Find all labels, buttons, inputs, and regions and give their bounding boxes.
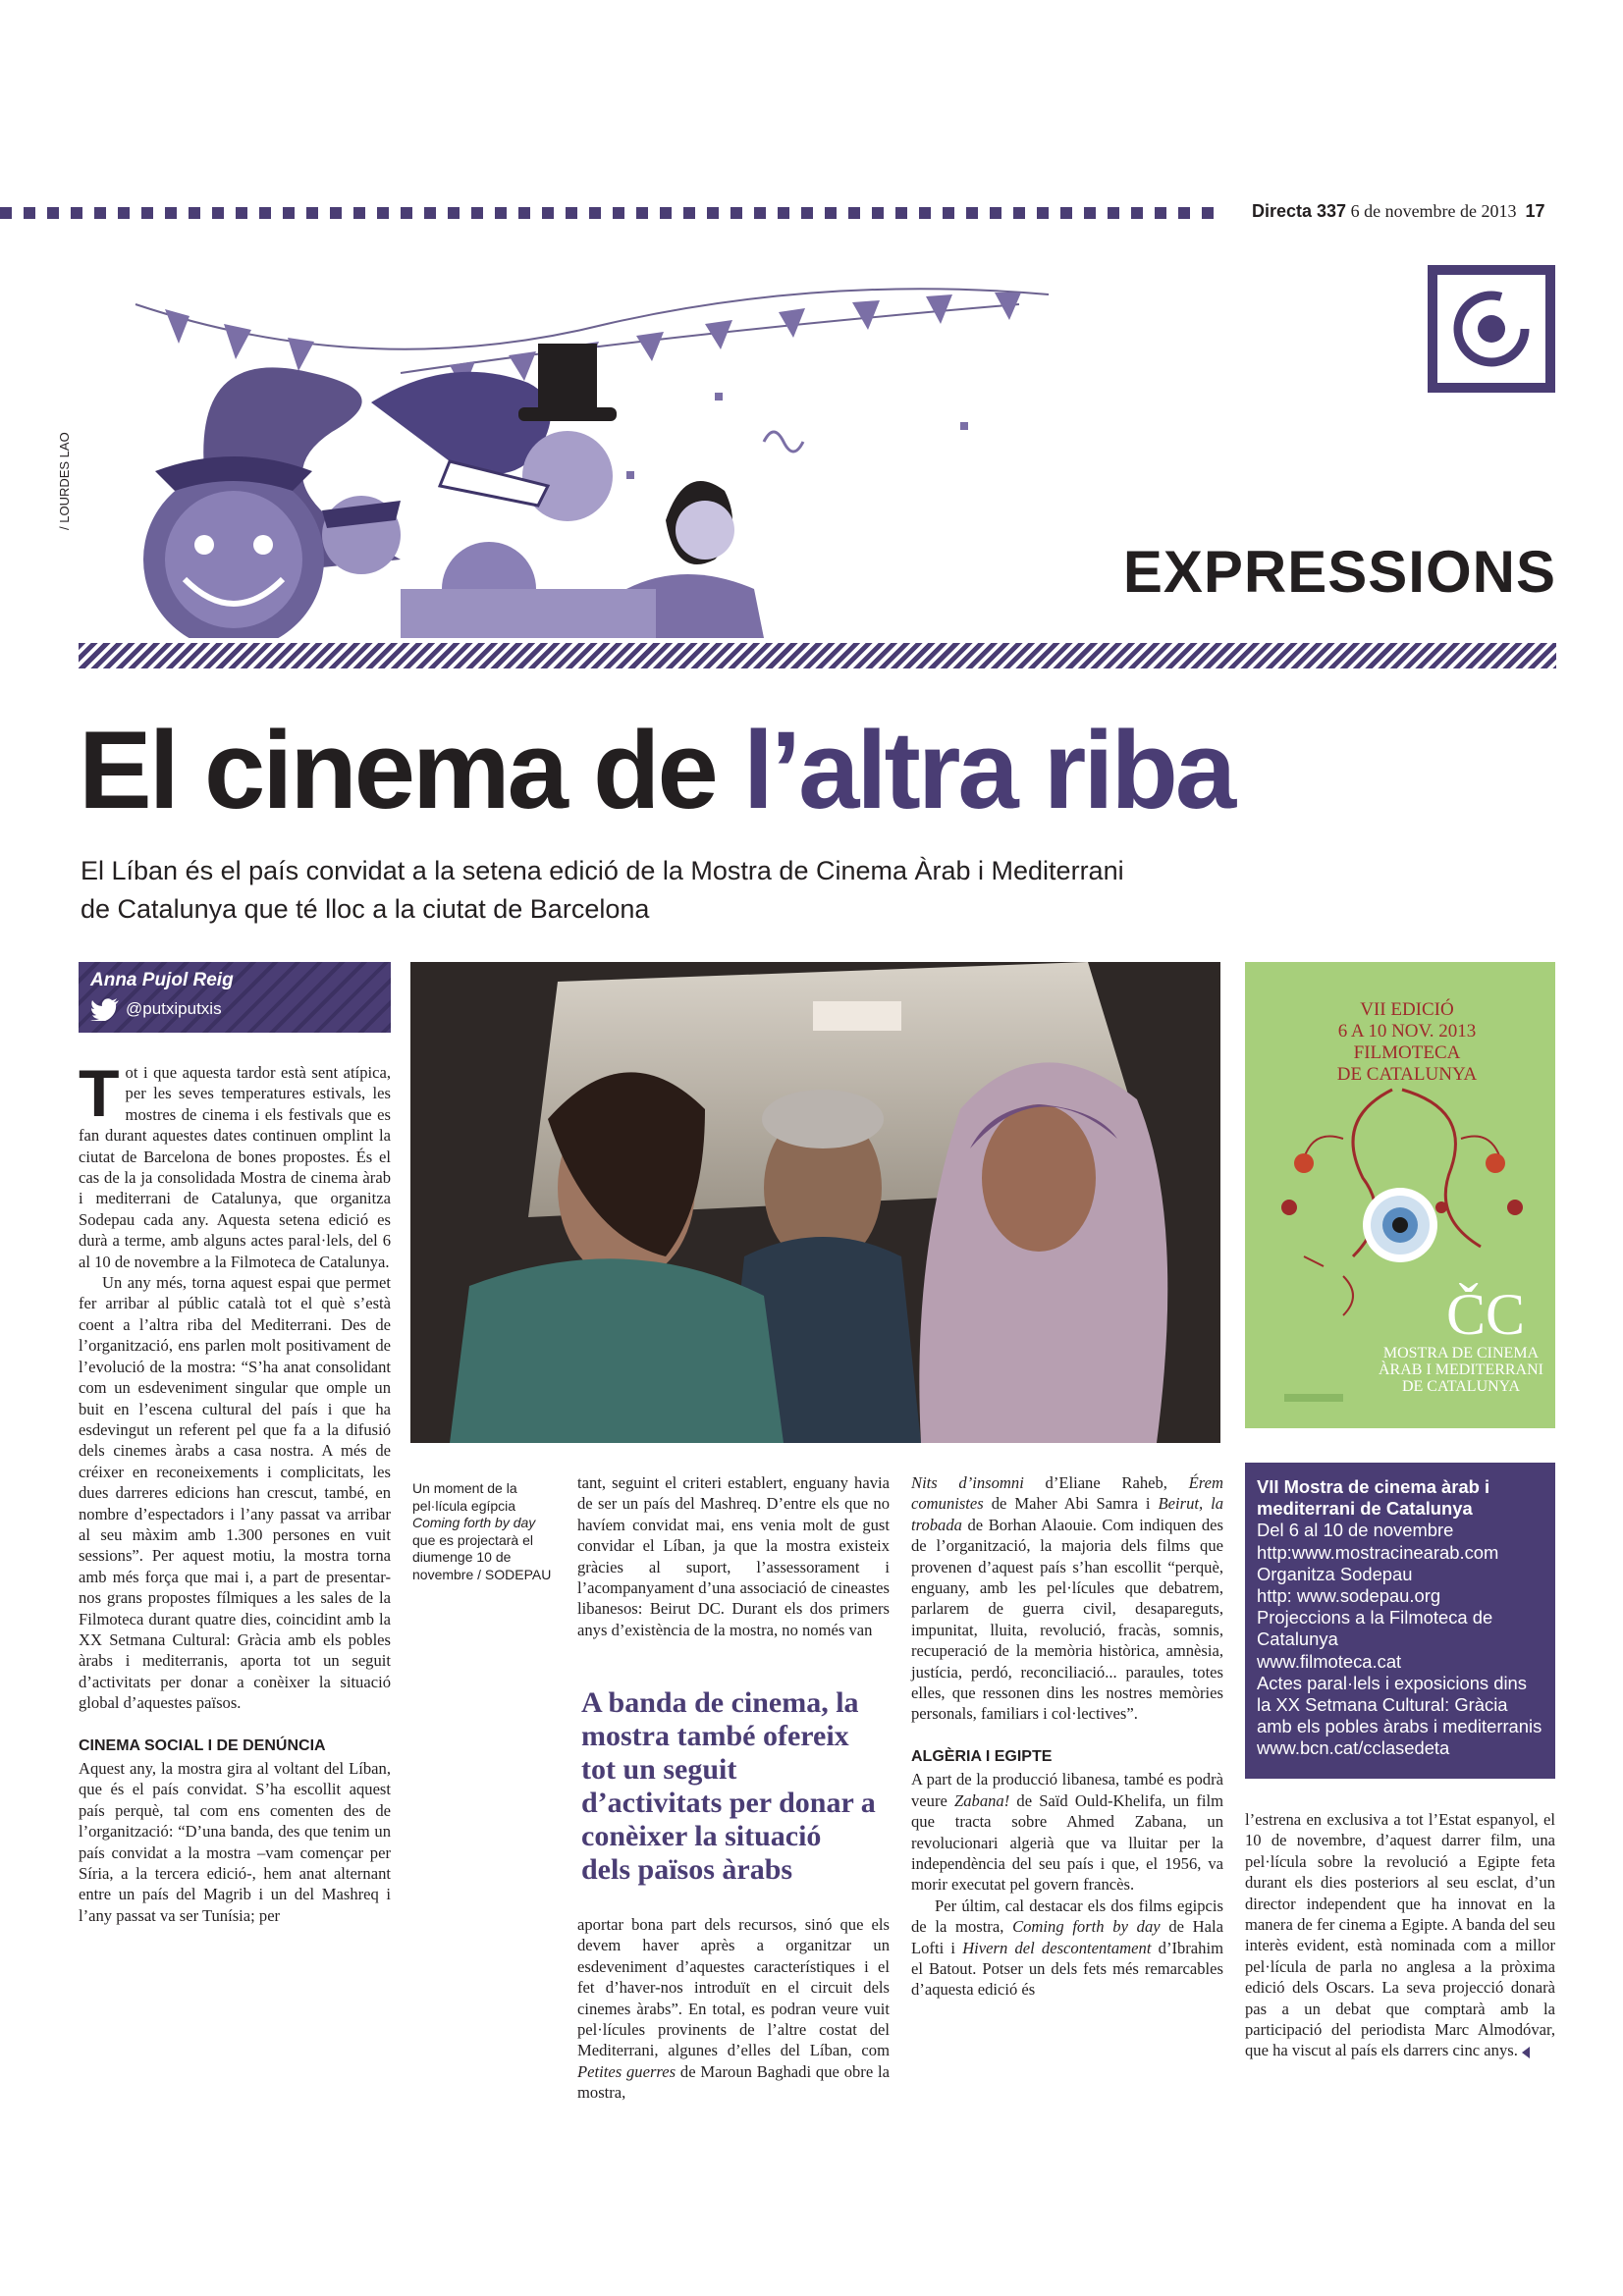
info-line: Actes paral·lels i exposicions dins la XX Setmana Cultural: Gràcia amb els pobles àrabs i mediterranis: [1257, 1672, 1542, 1737]
masthead-date: 6 de novembre de 2013: [1350, 201, 1517, 221]
subhead-algeria-egipte: ALGÈRIA I EGIPTE: [911, 1747, 1053, 1765]
headline: [79, 707, 1233, 833]
film-zabana: Zabana!: [954, 1790, 1010, 1810]
article-column-4: [1245, 1809, 1555, 2061]
film-still-photo: [410, 962, 1220, 1443]
col3-text-6: Per últim, cal destacar els dos films egipcis de la mostra,: [911, 1896, 1223, 1937]
poster-venue-2: DE CATALUNYA: [1336, 1064, 1478, 1085]
subhead-cinema-social: CINEMA SOCIAL I DE DENÚNCIA: [79, 1736, 326, 1754]
standfirst: [81, 852, 1259, 929]
col2-paragraph-1: tant, seguint el criteri establert, enguany havia de ser un país del Mashreq. D’entre els que no havíem convidat mai, ens venia molt de gust convidar el Líban, ja que la mostra existeix gràcies al suport, l’assessorament i l’acompanyament d’una associació de cineastes libanesos: Beirut DC. Durant els dos primers anys d’existència de la mostra, no només van: [577, 1473, 890, 1639]
col3-text-4: A part de la producció libanesa, també es podrà veure: [911, 1770, 1223, 1810]
info-line: www.bcn.cat/cclasedeta: [1257, 1737, 1450, 1759]
poster-title: MOSTRA DE CINEMA ÀRAB I MEDITERRANI DE CATALUNYA: [1379, 1345, 1543, 1395]
col4-text: l’estrena en exclusiva a tot l’Estat espanyol, el 10 de novembre, d’aquest darrer film, una pel·lícula sobre la revolució a Egipte feta durant els dies posteriors al seu esclat, d’un director independent que ha innovat en la manera de fer cinema a Egipte. A banda del seu interès evident, està nominada com a millor pel·lícula de parla no anglesa a la pròxima edició dels Oscars. La seva projecció donarà pas a un debat que comptarà amb la participació del periodista Marc Almodóvar, que ha viscut al país els darrers cinc anys.: [1245, 1810, 1555, 2060]
caption-film-title: Coming forth by day: [412, 1515, 536, 1530]
info-line: http: www.sodepau.org: [1257, 1585, 1441, 1607]
film-nits-insomni: Nits d’insomni: [911, 1473, 1024, 1492]
article-column-2-bottom: [577, 1914, 890, 2104]
section-icon-frame: [1428, 265, 1555, 393]
col3-text-2: de Maher Abi Samra i: [991, 1494, 1151, 1514]
masthead-brand: Directa 337: [1252, 201, 1347, 221]
article-column-2-top: [577, 1472, 890, 1640]
col3-paragraph-2: [911, 1769, 1223, 1895]
col3-paragraph-3: [911, 1896, 1223, 2001]
col3-text-8: d’Ibrahim el Batout. Potser un dels fets més remarcables d’aquesta edició és: [911, 1938, 1223, 2000]
twitter-bird-icon: [90, 997, 120, 1021]
author-name: Anna Pujol Reig: [90, 970, 234, 990]
info-box-title: VII Mostra de cinema àrab i mediterrani de Catalunya: [1257, 1476, 1490, 1520]
page-number: 17: [1525, 201, 1545, 221]
top-dashed-rule: [0, 207, 1222, 219]
article-column-1: [79, 1056, 391, 1926]
section-title: EXPRESSIONS: [1122, 539, 1556, 605]
masthead: [1252, 201, 1545, 222]
col3-text-3: de Borhan Alaouie. Com indiquen des de l’organització, la majoria dels films que provenen d’aquest país s’han escollit “perquè, enguany, amb les pel·lícules que debatrem, parlarem de guerra civil, desapareguts, impunitat, lluita, revolució, fracàs, somnis, recuperació de la memòria històrica, amnèsia, justícia, perdó, reconciliació... paraules, totes elles, que ressonen dins les nostres memòries personals, familiars i col·lectives”.: [911, 1515, 1223, 1724]
festival-poster: [1245, 962, 1555, 1428]
info-line: http:www.mostracinearab.com: [1257, 1541, 1499, 1563]
headline-part1: El cinema de: [79, 709, 716, 831]
film-erem-comunistes: Érem comunistes: [911, 1473, 1223, 1514]
festival-illustration: [77, 265, 1137, 638]
byline: [79, 962, 391, 1033]
film-beirut-trobada: Beirut, la trobada: [911, 1494, 1223, 1534]
info-line: www.filmoteca.cat: [1257, 1650, 1402, 1672]
eye-spiral-icon: [1437, 275, 1545, 383]
film-hivern-descontentament: Hivern del descontentament: [962, 1938, 1152, 1957]
col1-paragraph-1: ot i que aquesta tardor està sent atípica, per les seves temperatures estivals, les mostres de cinema i els festivals que es fan durant aquestes dates continuen omplint la ciutat de Barcelona de bones propostes. És el cas de la ja consolidada Mostra de cinema àrab i mediterrani de Catalunya, que organitza Sodepau cada any. Aquesta setena edició es durà a terme, amb alguns actes paral·lels, del 6 al 10 de novembre a la Filmoteca de Catalunya.: [79, 1063, 391, 1271]
film-coming-forth: Coming forth by day: [1012, 1917, 1161, 1937]
col1-paragraph-3: Aquest any, la mostra gira al voltant del Líban, que és el país convidat. S’ha escollit aquest país perquè, tal com ens comenten des de l’organització: “D’una banda, des que tenim un país convidat a la mostra –vam començar per Síria, a la tercera edició-, hem anat alternant entre un país del Magrib i un del Mashreq i l’any passat va ser Tunísia; per: [79, 1759, 391, 1925]
poster-edition: VII EDICIÓ: [1360, 999, 1454, 1020]
end-of-article-icon: [1522, 2047, 1530, 2058]
illustration-credit: / LOURDES LAO: [57, 432, 72, 530]
col2-paragraph-2: [577, 1914, 890, 2104]
drop-cap: T: [79, 1056, 120, 1131]
pull-quote: A banda de cinema, la mostra també ofereix tot un seguit d’activitats per donar a conèixer la situació dels països àrabs: [581, 1686, 876, 1886]
headline-part2: l’altra riba: [742, 709, 1234, 831]
caption-text-2: que es projectarà el diumenge 10 de novembre / SODEPAU: [412, 1531, 552, 1582]
author-handle: @putxiputxis: [126, 999, 222, 1018]
poster-logo: ČC: [1446, 1282, 1526, 1347]
col3-paragraph-1: [911, 1472, 1223, 1725]
col4-paragraph-1: [1245, 1809, 1555, 2061]
info-line: Del 6 al 10 de novembre: [1257, 1520, 1454, 1541]
col2-text-b: de Maroun Baghadi que obre la mostra,: [577, 2061, 890, 2103]
article-column-3: [911, 1472, 1223, 2001]
poster-venue-1: FILMOTECA: [1353, 1042, 1461, 1063]
standfirst-line2: de Catalunya que té lloc a la ciutat de Barcelona: [81, 894, 650, 924]
col3-text-7: de Hala Lofti i: [911, 1917, 1223, 1957]
section-hatched-rule: [79, 643, 1556, 668]
col1-paragraph-2: Un any més, torna aquest espai que permet fer arribar al públic català tot el què s’està coent a l’altra riba del Mediterrani. Des de l’organització, ens parlen molt positivament de l’evolució de la mostra: “S’ha anat consolidant com un esdeveniment singular que omple un buit en l’escena cultural del país i que ha esdevingut un referent pel que fa a la difusió dels cinemes àrabs a casa nostra. A més de créixer en reconeixements i complicitats, les dues darreres edicions han crescut, també, en nombre d’espectadors i l’any passat va arribar al seu màxim amb 1.300 persones en vuit sessions”. Per aquest motiu, la mostra torna amb més força que mai i, a part de presentar-nos grans propostes fílmiques a les sales de la Filmoteca durant quatre dies, coincidint amb la XX Setmana Cultural: Gràcia amb els pobles àrabs i mediterranis, aporta tot un seguit d’activitats per donar a conèixer la situació global d’aquestes països.: [79, 1273, 391, 1713]
caption-text-1: Un moment de la pel·lícula egípcia: [412, 1480, 517, 1514]
col3-text-5: de Saïd Ould-Khelifa, un film que tracta sobre Ahmed Zabana, un revolucionari algerià que va lluitar per la independència del seu país i que, el 1956, va morir executat pel govern francès.: [911, 1790, 1223, 1895]
film-petites-guerres: Petites guerres: [577, 2061, 676, 2081]
col3-text-1: d’Eliane Raheb,: [1045, 1473, 1167, 1492]
photo-caption: [412, 1480, 560, 1583]
info-box: [1245, 1463, 1555, 1779]
standfirst-line1: El Líban és el país convidat a la setena edició de la Mostra de Cinema Àrab i Mediterrani: [81, 856, 1124, 885]
info-line: Projeccions a la Filmoteca de Catalunya: [1257, 1607, 1493, 1650]
poster-dates: 6 A 10 NOV. 2013: [1337, 1021, 1477, 1041]
info-line: Organitza Sodepau: [1257, 1563, 1413, 1584]
col2-text-a: aportar bona part dels recursos, sinó que els devem haver après a organitzar un esdeveniment d’aquestes característiques i el fet d’haver-nos introduït en el circuit dels cinemes àrabs”. En total, es podran veure vuit pel·lícules provinents de l’altre costat del Mediterrani, algunes d’elles del Líban, com: [577, 1915, 890, 2060]
